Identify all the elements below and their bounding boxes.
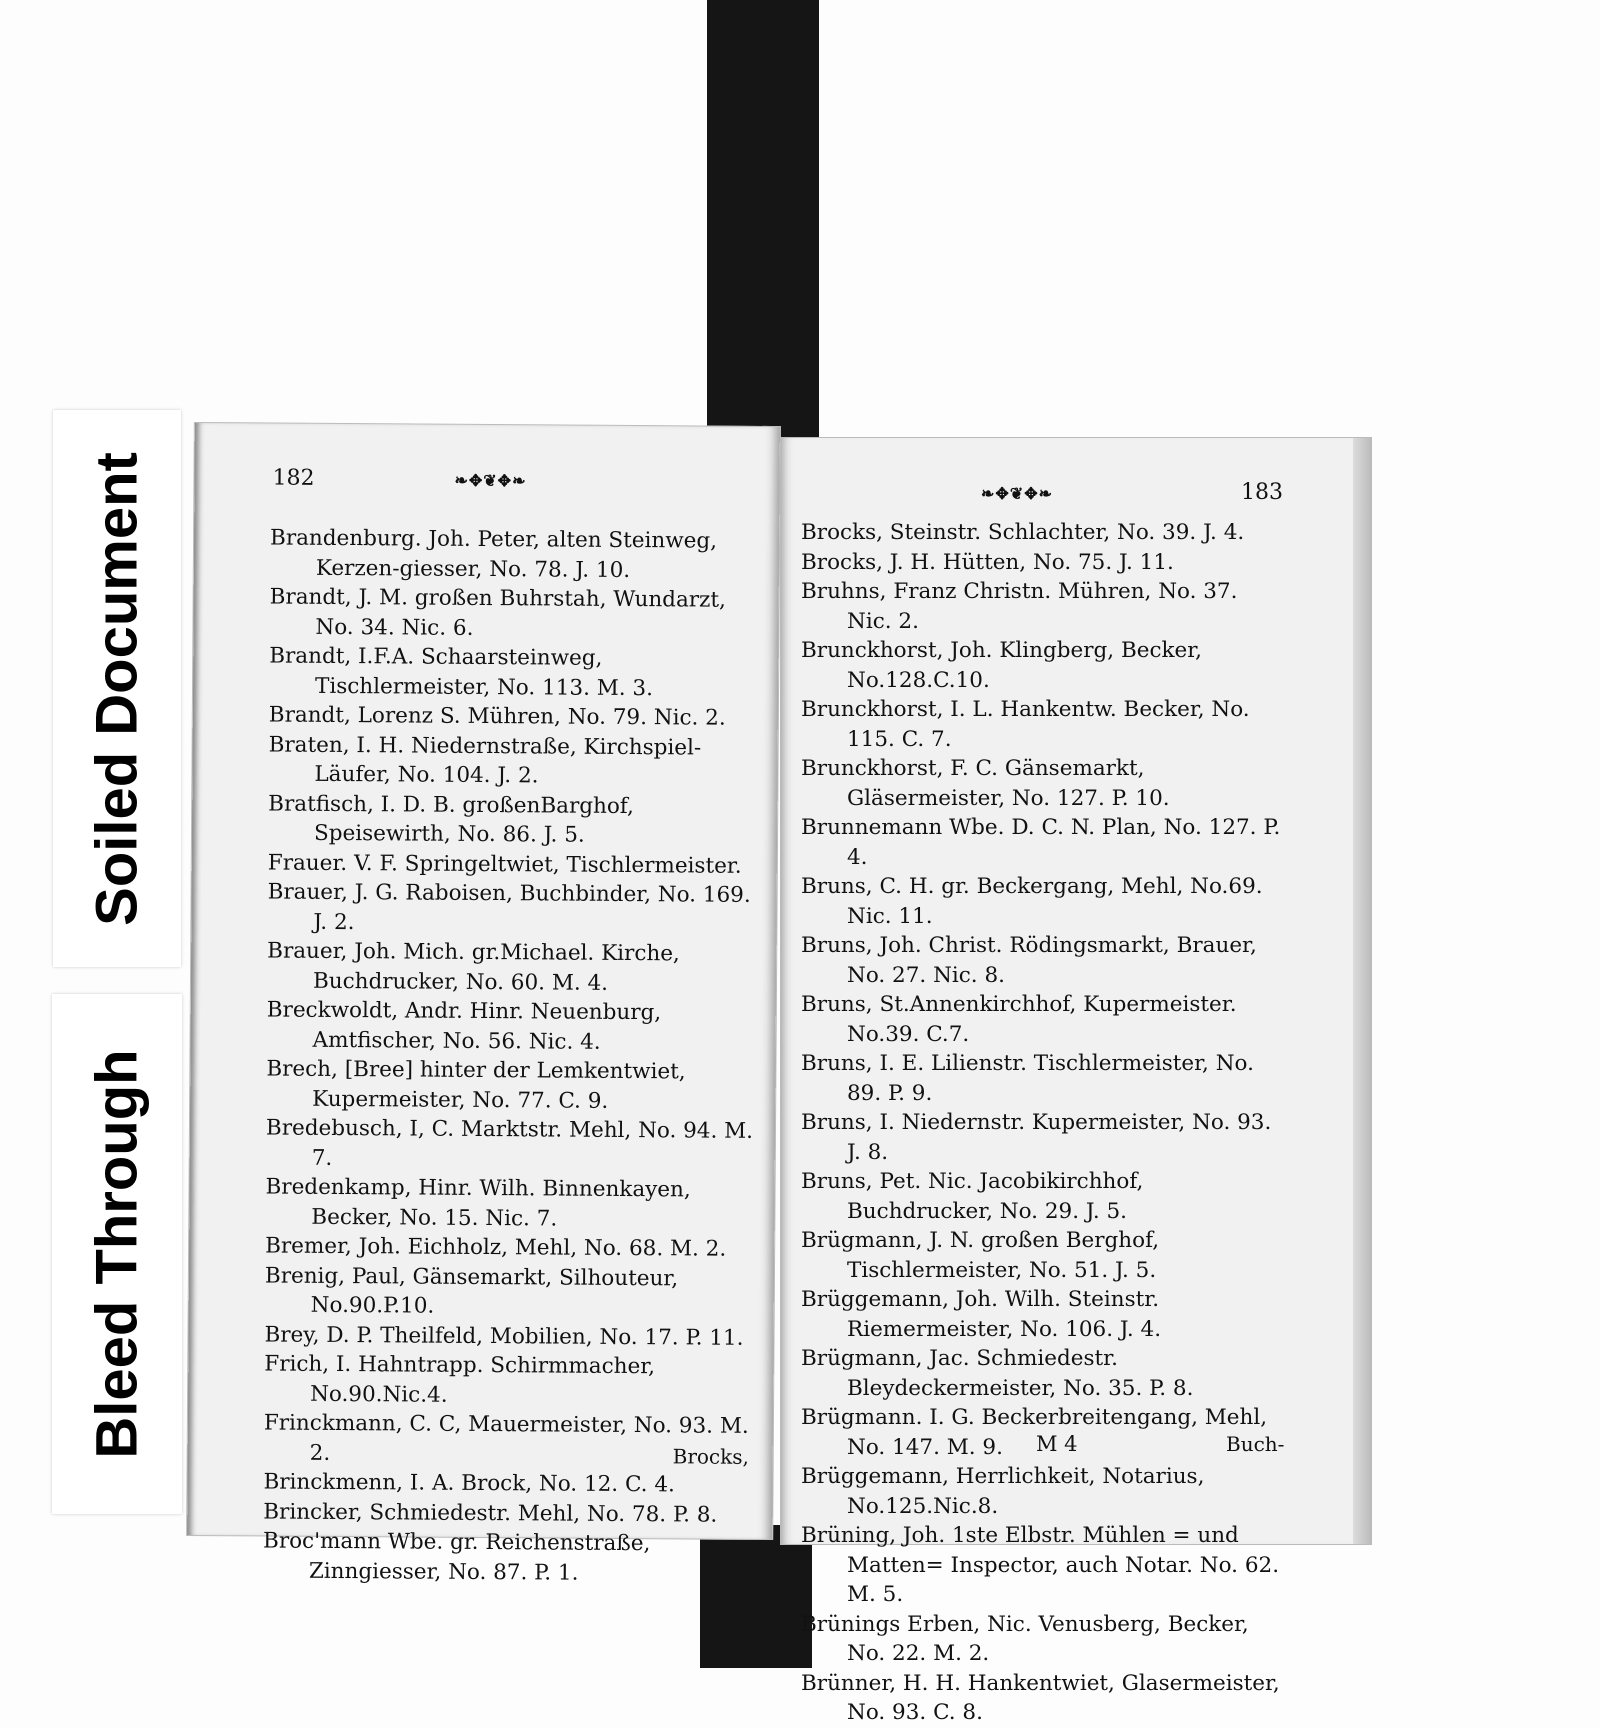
right-page bbox=[780, 437, 1372, 1725]
binding-spine-top bbox=[707, 0, 819, 440]
list-item: Brinckmenn, I. A. Brock, No. 12. C. 4. bbox=[263, 1469, 675, 1498]
list-item: Bruns, C. H. gr. Beckergang, Mehl, No.69. Nic. 11. bbox=[801, 874, 1263, 929]
right-page-number: 183 bbox=[1241, 480, 1283, 505]
list-item: Frauer. V. F. Springeltwiet, Tischlermeister. bbox=[267, 849, 742, 879]
list-item: Bremer, Joh. Eichholz, Mehl, No. 68. M. 2. bbox=[265, 1233, 727, 1262]
list-item: Frich, I. Hahntrapp. Schirmmacher, No.90.Nic.4. bbox=[264, 1351, 656, 1408]
list-item: Bruns, Joh. Christ. Rödingsmarkt, Brauer, No. 27. Nic. 8. bbox=[801, 933, 1257, 988]
list-item: Brandenburg. Joh. Peter, alten Steinweg, Kerzen-giesser, No. 78. J. 10. bbox=[270, 525, 718, 583]
signature-mark: M 4 bbox=[1036, 1432, 1078, 1456]
list-item: Bruns, St.Annenkirchhof, Kupermeister. No.39. C.7. bbox=[801, 992, 1237, 1047]
list-item: Brunckhorst, Joh. Klingberg, Becker, No.128.C.10. bbox=[801, 638, 1203, 693]
page-edge bbox=[1353, 438, 1371, 1544]
list-item: Brauer, J. G. Raboisen, Buchbinder, No. 169. J. 2. bbox=[267, 879, 751, 935]
list-item: Brügmann. I. G. Beckerbreitengang, Mehl, No. 147. M. 9. bbox=[801, 1405, 1268, 1460]
list-item: Brunckhorst, I. L. Hankentw. Becker, No. 115. C. 7. bbox=[801, 697, 1250, 752]
left-page-number: 182 bbox=[272, 465, 315, 491]
left-page-header bbox=[194, 465, 779, 499]
list-item: Brunnemann Wbe. D. C. N. Plan, No. 127. P. 4. bbox=[801, 815, 1281, 870]
list-item: Brüning, Joh. 1ste Elbstr. Mühlen = und Matten= Inspector, auch Notar. No. 62. M. 5. bbox=[801, 1523, 1280, 1607]
bleed-through-label: Bleed Through bbox=[84, 1049, 150, 1459]
list-item: Brocks, Steinstr. Schlachter, No. 39. J. 4. bbox=[801, 520, 1245, 545]
list-item: Broc'mann Wbe. gr. Reichenstraße, Zinngiesser, No. 87. P. 1. bbox=[262, 1528, 651, 1586]
right-page-header bbox=[781, 480, 1371, 510]
list-item: Brech, [Bree] hinter der Lemkentwiet, Kupermeister, No. 77. C. 9. bbox=[266, 1056, 686, 1114]
list-item: Bruns, I. E. Lilienstr. Tischlermeister, No. 89. P. 9. bbox=[801, 1051, 1254, 1106]
list-item: Breckwoldt, Andr. Hinr. Neuenburg, Amtfischer, No. 56. Nic. 4. bbox=[266, 997, 662, 1055]
list-item: Brandt, J. M. großen Buhrstah, Wundarzt, No. 34. Nic. 6. bbox=[269, 584, 726, 641]
soiled-document-label: Soiled Document bbox=[84, 451, 150, 926]
list-item: Brocks, J. H. Hütten, No. 75. J. 11. bbox=[801, 549, 1174, 575]
list-item: Brenig, Paul, Gänsemarkt, Silhouteur, No.90.P.10. bbox=[264, 1262, 679, 1319]
list-item: Brügmann, Jac. Schmiedestr. Bleydeckermeister, No. 35. P. 8. bbox=[801, 1346, 1194, 1401]
left-ornament: ❧✥❦✥❧ bbox=[454, 470, 527, 491]
list-item: Brauer, Joh. Mich. gr.Michael. Kirche, Buchdrucker, No. 60. M. 4. bbox=[267, 938, 680, 996]
left-catchword: Brocks, bbox=[672, 1444, 750, 1469]
right-ornament: ❧✥❦✥❧ bbox=[981, 484, 1054, 503]
left-page bbox=[186, 422, 781, 1586]
list-item: Brügmann, J. N. großen Berghof, Tischlermeister, No. 51. J. 5. bbox=[801, 1228, 1160, 1283]
list-item: Brüggemann, Herrlichkeit, Notarius, No.125.Nic.8. bbox=[801, 1464, 1205, 1519]
list-item: Brüggemann, Joh. Wilh. Steinstr. Riemermeister, No. 106. J. 4. bbox=[801, 1287, 1162, 1342]
right-catchword: Buch- bbox=[1226, 1432, 1285, 1456]
list-item: Bredenkamp, Hinr. Wilh. Binnenkayen, Becker, No. 15. Nic. 7. bbox=[265, 1174, 691, 1232]
list-item: Bruhns, Franz Christn. Mühren, No. 37. Nic. 2. bbox=[801, 579, 1238, 634]
list-item: Brincker, Schmiedestr. Mehl, No. 78. P. 8. bbox=[263, 1498, 718, 1528]
list-item: Bratfisch, I. D. B. großenBarghof, Speisewirth, No. 86. J. 5. bbox=[268, 790, 634, 848]
list-item: Bredebusch, I, C. Marktstr. Mehl, No. 94. M. 7. bbox=[265, 1115, 754, 1171]
right-entries bbox=[801, 518, 1281, 1728]
list-item: Bruns, Pet. Nic. Jacobikirchhof, Buchdrucker, No. 29. J. 5. bbox=[801, 1169, 1144, 1224]
list-item: Brünings Erben, Nic. Venusberg, Becker, No. 22. M. 2. bbox=[801, 1611, 1249, 1666]
list-item: Brandt, Lorenz S. Mühren, No. 79. Nic. 2. bbox=[268, 702, 726, 731]
list-item: Brunckhorst, F. C. Gänsemarkt, Gläsermeister, No. 127. P. 10. bbox=[801, 756, 1170, 811]
list-item: Frinckmann, C. C, Mauermeister, No. 93. M. 2. bbox=[263, 1410, 749, 1466]
list-item: Brey, D. P. Theilfeld, Mobilien, No. 17. P. 11. bbox=[264, 1321, 744, 1351]
list-item: Braten, I. H. Niedernstraße, Kirchspiel-Läufer, No. 104. J. 2. bbox=[268, 731, 702, 789]
list-item: Brünner, H. H. Hankentwiet, Glasermeister, No. 93. C. 8. bbox=[801, 1670, 1280, 1725]
list-item: Brandt, I.F.A. Schaarsteinweg, Tischlermeister, No. 113. M. 3. bbox=[269, 643, 654, 701]
left-entries bbox=[263, 523, 765, 1588]
bleed-through-tag bbox=[52, 994, 182, 1514]
soiled-document-tag bbox=[53, 410, 181, 967]
list-item: Bruns, I. Niedernstr. Kupermeister, No. 93. J. 8. bbox=[801, 1110, 1272, 1165]
